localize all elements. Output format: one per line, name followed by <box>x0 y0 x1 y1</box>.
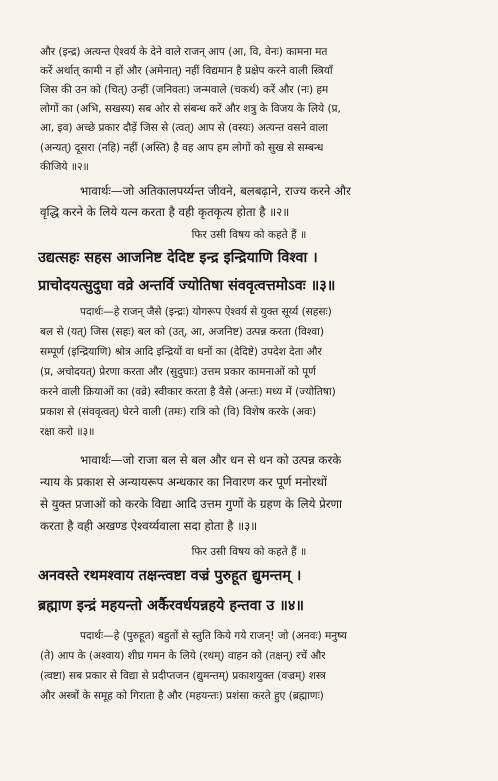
mantra-line: प्राचोदयत्सुदुघा वव्रे अन्तर्वि ज्योतिषा संववृत्वत्तमोऽवः ॥३॥ <box>38 278 336 294</box>
text-line: (ते) आप के (अश्वाय) शीघ्र गमन के लिये (रथम्) वाहन को (तक्षन्) रचें और <box>40 650 326 662</box>
text-line: करें अर्थात् कामी न हों और (अमेनात्) नहीं विद्यमान है प्रक्षेप करने वाली स्त्रियाँ <box>40 65 333 77</box>
text-line: सम्पूर्ण (इन्द्रियाणि) श्रोत्र आदि इन्द्रियों वा धनों का (देदिष्टे) उपदेश देता और <box>40 346 322 358</box>
text-line: (अन्यत्) दूसरा (नहि) नहीं (अस्ति) है वह आप हम लोगों को सुख से सम्बन्ध <box>40 142 324 154</box>
text-line: रक्षा करो ॥३॥ <box>40 426 95 438</box>
bhavartha-line: न्याय के प्रकाश से अन्यायरूप अन्धकार का निवारण कर पूर्ण मनोरथों <box>40 475 327 489</box>
text-line: बल से (यत्) जिस (सहः) बल को (उत्, आ, अजनिष्ट) उत्पन्न करता (विश्वा) <box>40 326 324 338</box>
mantra-line: ब्रह्माण इन्द्रं महयन्तो अर्कैरवर्धयन्नहये हन्तवा उ ॥४॥ <box>38 598 304 614</box>
bhavartha-line: भावार्थः—जो राजा बल से बल और धन से धन को उत्पन्न करके <box>80 453 342 467</box>
text-line: और अस्त्रों के समूह को गिराता है और (महयन्तः) प्रशंसा करते हुए (ब्रह्माणः) <box>40 690 324 702</box>
text-line: और (इन्द्र) अत्यन्त ऐश्वर्य के देने वाले राजन् आप (आ, वि, वेनः) कामना मत <box>40 46 328 58</box>
section-heading: फिर उसी विषय को कहते हैं ॥ <box>191 229 307 241</box>
bhavartha-line: से युक्त प्रजाओं को करके विद्या आदि उत्तम गुणों के ग्रहण के लिये प्रेरणा <box>40 497 343 511</box>
bhavartha-line: भावार्थः—जो अतिकालपर्य्यन्त जीवने, बलबढ़ाने, राज्य करने और <box>80 184 351 198</box>
text-line: पदार्थः—हे राजन् जैसे (इन्द्रः) योगरूप ऐश्वर्य से युक्त सूर्य्य (सहसः) <box>80 306 332 318</box>
text-line: कीजिये ॥२॥ <box>40 161 89 173</box>
text-line: (त्वष्टा) सब प्रकार से विद्या से प्रदीप्तजन (द्युमन्तम्) प्रकाशयुक्त (वज्रम्) शस्त्र <box>40 670 326 682</box>
bhavartha-line: करता है वही अखण्ड ऐश्वर्य्यवाला सदा होता है ॥३॥ <box>40 519 258 533</box>
mantra-line: अनवस्ते रथमश्वाय तक्षन्त्वष्टा वज्रं पुरुहूत द्युमन्तम् । <box>38 568 302 584</box>
text-line: करने वाली क्रियाओं का (वव्रे) स्वीकार करता है वैसे (अन्तः) मध्य में (ज्योतिषा) <box>40 386 336 398</box>
mantra-line: उद्यत्सहः सहस आजनिष्ट देदिष्ट इन्द्र इन्द्रियाणि विश्वा । <box>38 250 318 266</box>
text-line: पदार्थः—हे (पुरुहूत) बहुतों से स्तुति किये गये राजन्! जो (अनवः) मनुष्य <box>80 630 347 642</box>
text-line: प्रकाश से (संववृत्वत्) घेरने वाली (तमः) रात्रि को (वि) विशेष करके (अवः) <box>40 406 317 418</box>
bhavartha-line: वृद्धि करने के लिये यत्न करता है वही कृतकृत्य होता है ॥२॥ <box>40 205 290 219</box>
section-heading: फिर उसी विषय को कहते हैं ॥ <box>191 546 307 558</box>
text-line: लोगों का (अभि, सखस्य) सब ओर से संबन्ध करें और शत्रु के विजय के लिये (प्र, <box>40 103 341 115</box>
text-line: (प्र, अचोदयत्) प्रेरणा करता और (सुदुघाः) उत्तम प्रकार कामनाओं को पूर्ण <box>40 366 316 378</box>
text-line: आ, इव) अच्छे प्रकार दौड़ें जिस से (त्वत्) आप से (वस्यः) अत्यन्त वसने वाला <box>40 122 328 134</box>
text-line: जिस की उन को (चित्) उन्हीं (जनिवतः) जन्मवाले (चकर्थ) करें और (नः) हम <box>40 84 329 96</box>
